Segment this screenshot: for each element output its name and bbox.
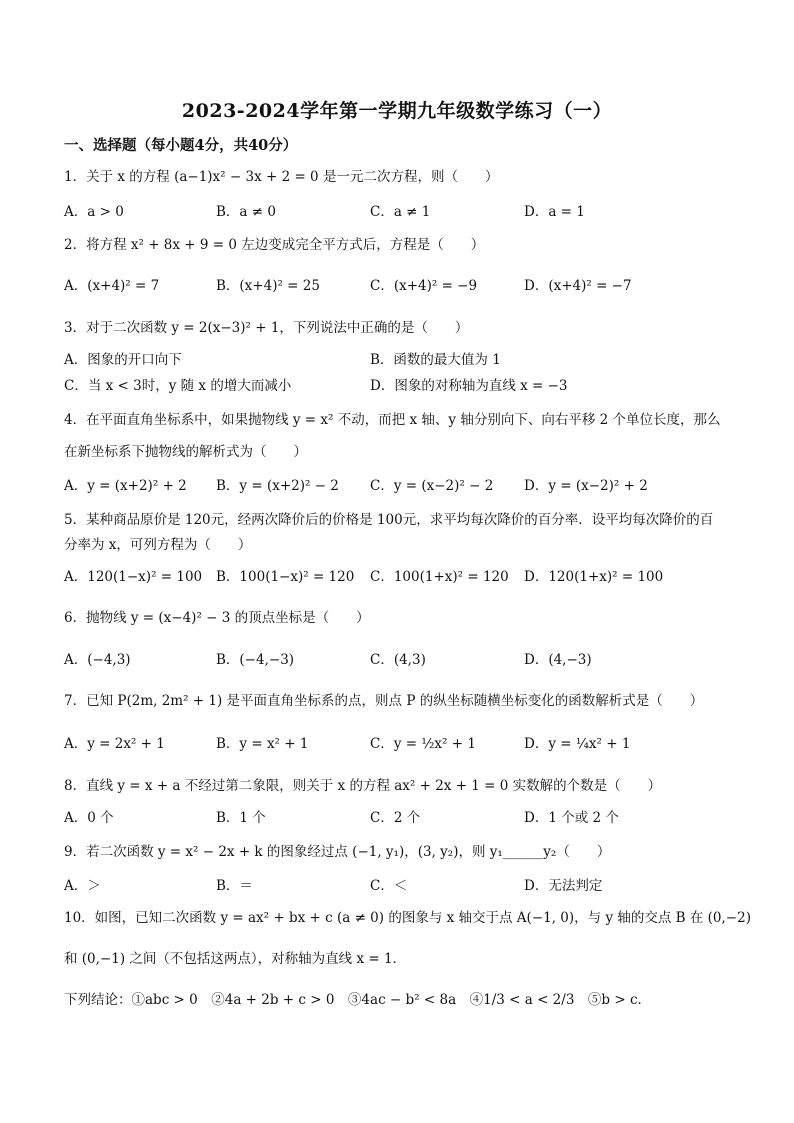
q8-option-a[interactable]: A．0 个 (64, 810, 114, 826)
page-title: 2023-2024学年第一学期九年级数学练习（一） (181, 100, 613, 122)
question-4-stem: 4．在平面直角坐标系中，如果抛物线 y = x² 不动，而把 x 轴、y 轴分别向下、向右平移 2 个单位长度，那么 (64, 412, 721, 428)
q5-option-c[interactable]: C．100(1+x)² = 120 (370, 569, 509, 585)
q2-option-a[interactable]: A．(x+4)² = 7 (64, 278, 160, 294)
question-5-stem-cont: 分率为 x，可列方程为（ ） (64, 537, 252, 553)
q3-option-d[interactable]: D．图象的对称轴为直线 x = −3 (370, 378, 568, 394)
q8-option-c[interactable]: C．2 个 (370, 810, 421, 826)
q2-option-c[interactable]: C．(x+4)² = −9 (370, 278, 478, 294)
q9-option-c[interactable]: C．＜ (370, 878, 408, 894)
q4-option-d[interactable]: D．y = (x−2)² + 2 (524, 478, 648, 494)
q2-option-d[interactable]: D．(x+4)² = −7 (524, 278, 632, 294)
q8-option-d[interactable]: D．1 个或 2 个 (524, 810, 619, 826)
question-2-stem: 2．将方程 x² + 8x + 9 = 0 左边变成完全平方式后，方程是（ ） (64, 237, 485, 253)
q2-option-b[interactable]: B．(x+4)² = 25 (216, 278, 320, 294)
q5-option-d[interactable]: D．120(1+x)² = 100 (524, 569, 664, 585)
section-heading: 一、选择题（每小题4分，共40分） (64, 137, 298, 154)
q7-option-b[interactable]: B．y = x² + 1 (216, 736, 309, 752)
q4-option-b[interactable]: B．y = (x+2)² − 2 (216, 478, 339, 494)
question-10-stem: 10．如图，已知二次函数 y = ax² + bx + c (a ≠ 0) 的图象与 x 轴交于点 A(−1, 0)，与 y 轴的交点 B 在 (0,−2) (64, 910, 751, 926)
q6-option-d[interactable]: D．(4,−3) (524, 652, 592, 668)
question-8-stem: 8．直线 y = x + a 不经过第二象限，则关于 x 的方程 ax² + 2x + 1 = 0 实数解的个数是（ ） (64, 778, 662, 794)
q7-option-c[interactable]: C．y = ½x² + 1 (370, 736, 476, 752)
q4-option-a[interactable]: A．y = (x+2)² + 2 (64, 478, 187, 494)
q6-option-b[interactable]: B．(−4,−3) (216, 652, 295, 668)
question-10-stem-cont: 和 (0,−1) 之间（不包括这两点），对称轴为直线 x = 1． (64, 951, 407, 967)
question-5-stem: 5．某种商品原价是 120元，经两次降价后的价格是 100元，求平均每次降价的百分率．设平均每次降价的百 (64, 512, 714, 528)
question-3-stem: 3．对于二次函数 y = 2(x−3)² + 1，下列说法中正确的是（ ） (64, 320, 469, 336)
question-1-stem: 1．关于 x 的方程 (a−1)x² − 3x + 2 = 0 是一元二次方程，则（ ） (64, 169, 499, 185)
question-4-stem-cont: 在新坐标系下抛物线的解析式为（ ） (64, 444, 307, 460)
q5-option-b[interactable]: B．100(1−x)² = 120 (216, 569, 355, 585)
question-7-stem: 7．已知 P(2m, 2m² + 1) 是平面直角坐标系的点，则点 P 的纵坐标随横坐标变化的函数解析式是（ ） (64, 693, 704, 709)
q3-option-b[interactable]: B．函数的最大值为 1 (370, 352, 501, 368)
q1-option-a[interactable]: A．a > 0 (64, 204, 124, 220)
question-6-stem: 6．抛物线 y = (x−4)² − 3 的顶点坐标是（ ） (64, 610, 370, 626)
q4-option-c[interactable]: C．y = (x−2)² − 2 (370, 478, 494, 494)
q3-option-c[interactable]: C．当 x < 3时，y 随 x 的增大而减小 (64, 378, 292, 394)
question-9-stem: 9．若二次函数 y = x² − 2x + k 的图象经过点 (−1, y₁)，(3, y₂)，则 y₁______y₂（ ） (64, 844, 611, 860)
q6-option-a[interactable]: A．(−4,3) (64, 652, 131, 668)
question-10-conclusions: 下列结论：①abc > 0 ②4a + 2b + c > 0 ③4ac − b² < 8a ④1/3 < a < 2/3 ⑤b > c． (64, 992, 651, 1008)
q8-option-b[interactable]: B．1 个 (216, 810, 266, 826)
q1-option-d[interactable]: D．a = 1 (524, 204, 585, 220)
q1-option-c[interactable]: C．a ≠ 1 (370, 204, 431, 220)
q7-option-d[interactable]: D．y = ¼x² + 1 (524, 736, 631, 752)
q7-option-a[interactable]: A．y = 2x² + 1 (64, 736, 165, 752)
q5-option-a[interactable]: A．120(1−x)² = 100 (64, 569, 203, 585)
q1-option-b[interactable]: B．a ≠ 0 (216, 204, 276, 220)
q9-option-a[interactable]: A．＞ (64, 878, 101, 894)
q9-option-d[interactable]: D．无法判定 (524, 878, 603, 894)
q3-option-a[interactable]: A．图象的开口向下 (64, 352, 182, 368)
q9-option-b[interactable]: B．＝ (216, 878, 253, 894)
q6-option-c[interactable]: C．(4,3) (370, 652, 426, 668)
